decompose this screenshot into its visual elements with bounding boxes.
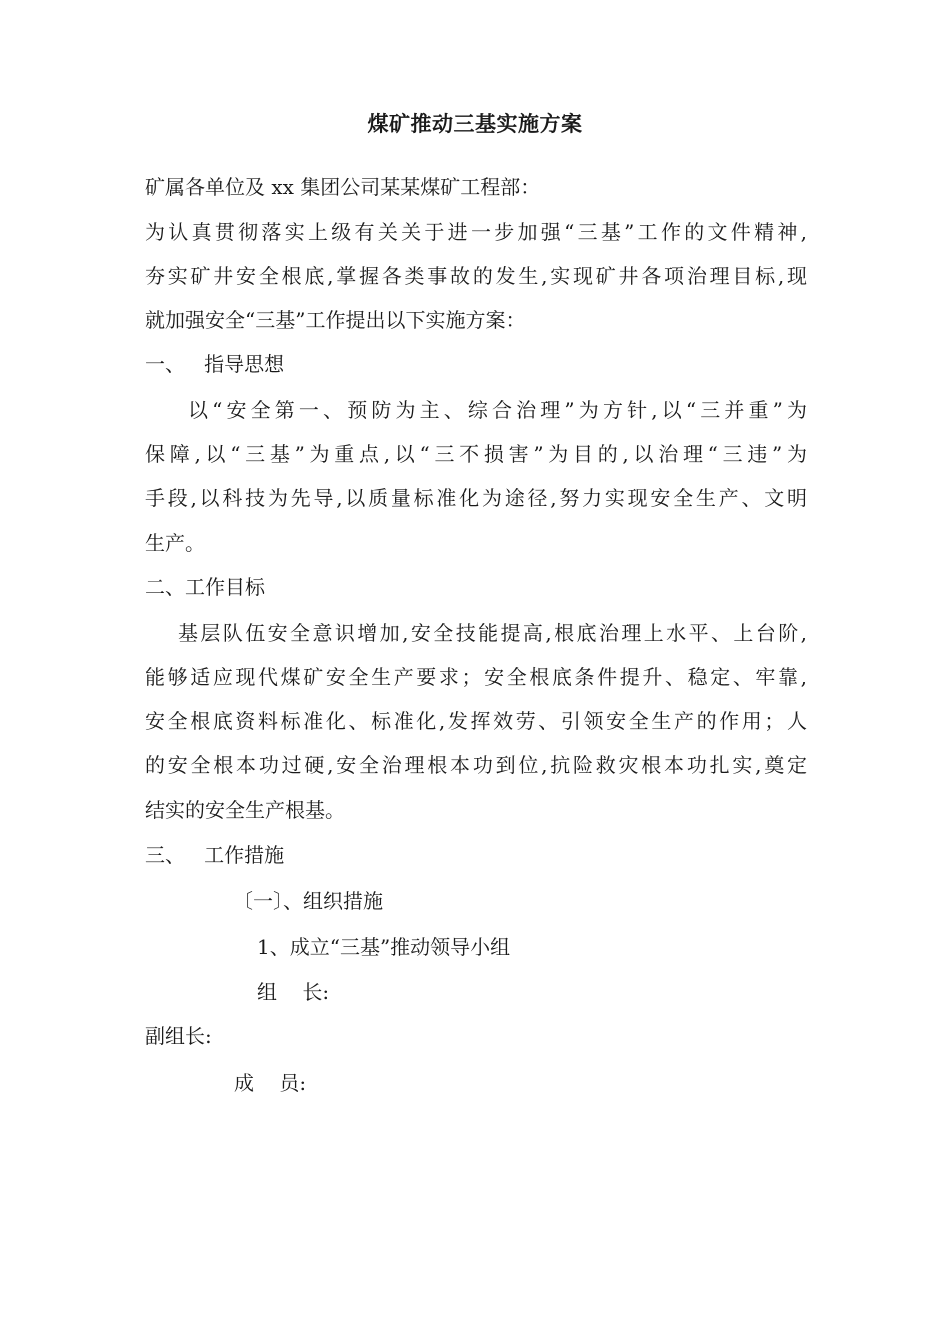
- section2-line-5: 结实的安全生产根基。: [145, 798, 345, 822]
- section2-heading: 二、工作目标: [145, 575, 265, 599]
- section2-line-3: 安全根底资料标准化、标准化,发挥效劳、引领安全生产的作用；人: [145, 709, 807, 733]
- deputy-leader-label: 副组长:: [145, 1024, 212, 1048]
- subsection-organizational-measures: 〔一〕、组织措施: [233, 889, 383, 913]
- salutation: 矿属各单位及 xx 集团公司某某煤矿工程部：: [145, 175, 541, 199]
- intro-line-3: 就加强安全“三基”工作提出以下实施方案：: [145, 308, 526, 332]
- group-leader-label: 组 长:: [257, 980, 330, 1004]
- section1-line-1: 以“安全第一、预防为主、综合治理”为方针,以“三并重”为: [188, 398, 807, 422]
- section2-line-2: 能够适应现代煤矿安全生产要求；安全根底条件提升、稳定、牢靠,: [145, 665, 807, 689]
- document-title: 煤矿推动三基实施方案: [367, 111, 583, 136]
- section1-heading: 一、 指导思想: [145, 352, 285, 376]
- item-establish-leading-group: 1、成立“三基”推动领导小组: [257, 935, 511, 959]
- intro-line-1: 为认真贯彻落实上级有关关于进一步加强“三基”工作的文件精神,: [145, 220, 807, 244]
- section2-line-4: 的安全根本功过硬,安全治理根本功到位,抗险救灾根本功扎实,奠定: [145, 753, 807, 777]
- section1-line-2: 保障,以“三基”为重点,以“三不损害”为目的,以治理“三违”为: [145, 442, 807, 466]
- members-label: 成 员:: [234, 1071, 307, 1095]
- section1-line-4: 生产。: [145, 531, 205, 555]
- section3-heading: 三、 工作措施: [145, 843, 285, 867]
- section2-line-1: 基层队伍安全意识增加,安全技能提高,根底治理上水平、上台阶,: [178, 621, 807, 645]
- section1-line-3: 手段,以科技为先导,以质量标准化为途径,努力实现安全生产、文明: [145, 486, 807, 510]
- intro-line-2: 夯实矿井安全根底,掌握各类事故的发生,实现矿井各项治理目标,现: [145, 264, 807, 288]
